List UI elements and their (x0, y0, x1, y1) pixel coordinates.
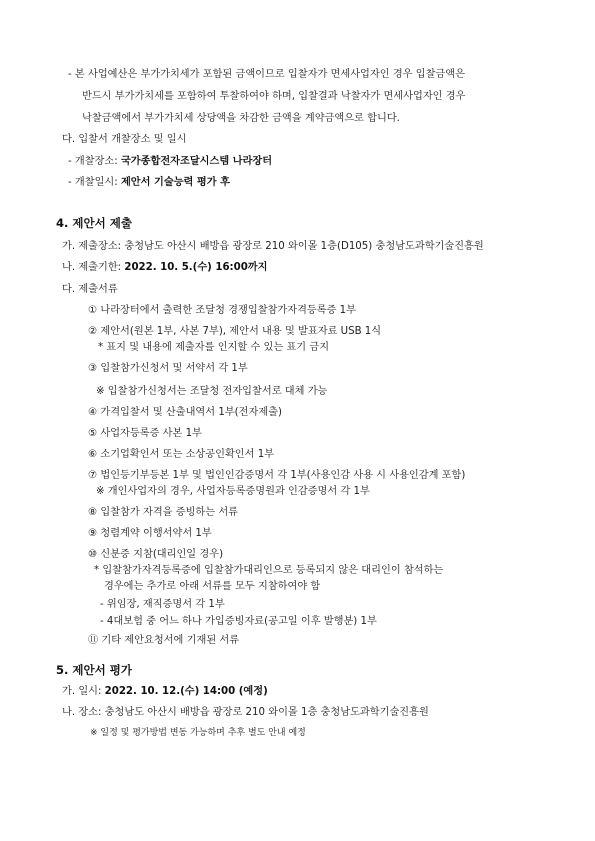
doc-item-2: ② 제안서(원본 1부, 사본 7부), 제안서 내용 및 발표자료 USB 1식 (88, 326, 382, 337)
doc-item-9: ⑨ 청렴계약 이행서약서 1부 (88, 528, 212, 539)
doc-item-2-note: * 표지 및 내용에 제출자를 인지할 수 있는 표기 금지 (98, 342, 330, 353)
doc-item-5: ⑤ 사업자등록증 사본 1부 (88, 428, 202, 439)
section-5-title: 5. 제안서 평가 (56, 663, 132, 677)
doc-item-10: ⑩ 신분증 지참(대리인일 경우) (88, 549, 224, 560)
submission-docs-heading: 다. 제출서류 (62, 284, 118, 295)
doc-item-10-note-1: * 입찰참가자격등록증에 입찰참가대리인으로 등록되지 않은 대리인이 참석하는 (94, 565, 444, 576)
doc-item-7: ⑦ 법인등기부등본 1부 및 법인인감증명서 각 1부(사용인감 사용 시 사용인감계 포함) (88, 470, 466, 481)
submission-place: 가. 제출장소: 충청남도 아산시 배방읍 광장로 210 와이몰 1층(D105) 충청남도과학기술진흥원 (62, 241, 484, 252)
opening-time: - 개찰일시: 제안서 기술능력 평가 후 (68, 177, 231, 188)
doc-item-7-note: ※ 개인사업자의 경우, 사업자등록증명원과 인감증명서 각 1부 (96, 486, 370, 497)
doc-item-10-note-2: 경우에는 추가로 아래 서류를 모두 지참하여야 함 (104, 581, 321, 592)
line-vat-1: - 본 사업예산은 부가가치세가 포함된 금액이므로 입찰자가 면세사업자인 경우 입찰금액은 (68, 69, 465, 80)
doc-item-4: ④ 가격입찰서 및 산출내역서 1부(전자제출) (88, 407, 282, 418)
doc-item-10-note-4: - 4대보험 중 어느 하나 가입증빙자료(공고일 이후 발행분) 1부 (100, 616, 377, 627)
doc-item-3: ③ 입찰참가신청서 및 서약서 각 1부 (88, 363, 248, 374)
evaluation-time: 가. 일시: 2022. 10. 12.(수) 14:00 (예정) (62, 686, 268, 697)
doc-item-11: ⑪ 기타 제안요청서에 기재된 서류 (88, 635, 240, 646)
line-vat-3: 낙찰금액에서 부가가치세 상당액을 차감한 금액을 계약금액으로 합니다. (82, 113, 400, 124)
evaluation-place: 나. 장소: 충청남도 아산시 배방읍 광장로 210 와이몰 1층 충청남도과학기술진흥원 (62, 707, 429, 718)
doc-item-1: ① 나라장터에서 출력한 조달청 경쟁입찰참가자격등록증 1부 (88, 305, 356, 316)
submission-deadline: 나. 제출기한: 2022. 10. 5.(수) 16:00까지 (62, 262, 268, 273)
opening-heading: 다. 입찰서 개찰장소 및 일시 (62, 134, 187, 145)
doc-item-8: ⑧ 입찰참가 자격을 증빙하는 서류 (88, 507, 239, 518)
doc-item-6: ⑥ 소기업확인서 또는 소상공인확인서 1부 (88, 449, 275, 460)
doc-item-3-note: ※ 입찰참가신청서는 조달청 전자입찰서로 대체 가능 (96, 386, 328, 397)
line-vat-2: 반드시 부가가치세를 포함하여 투찰하여야 하며, 입찰결과 낙찰자가 면세사업자인 경우 (82, 91, 466, 102)
opening-place: - 개찰장소: 국가종합전자조달시스템 나라장터 (68, 156, 273, 167)
evaluation-note: ※ 일정 및 평가방법 변동 가능하며 추후 별도 안내 예정 (90, 728, 306, 738)
section-4-title: 4. 제안서 제출 (56, 216, 132, 230)
doc-item-10-note-3: - 위임장, 재직증명서 각 1부 (100, 599, 225, 610)
